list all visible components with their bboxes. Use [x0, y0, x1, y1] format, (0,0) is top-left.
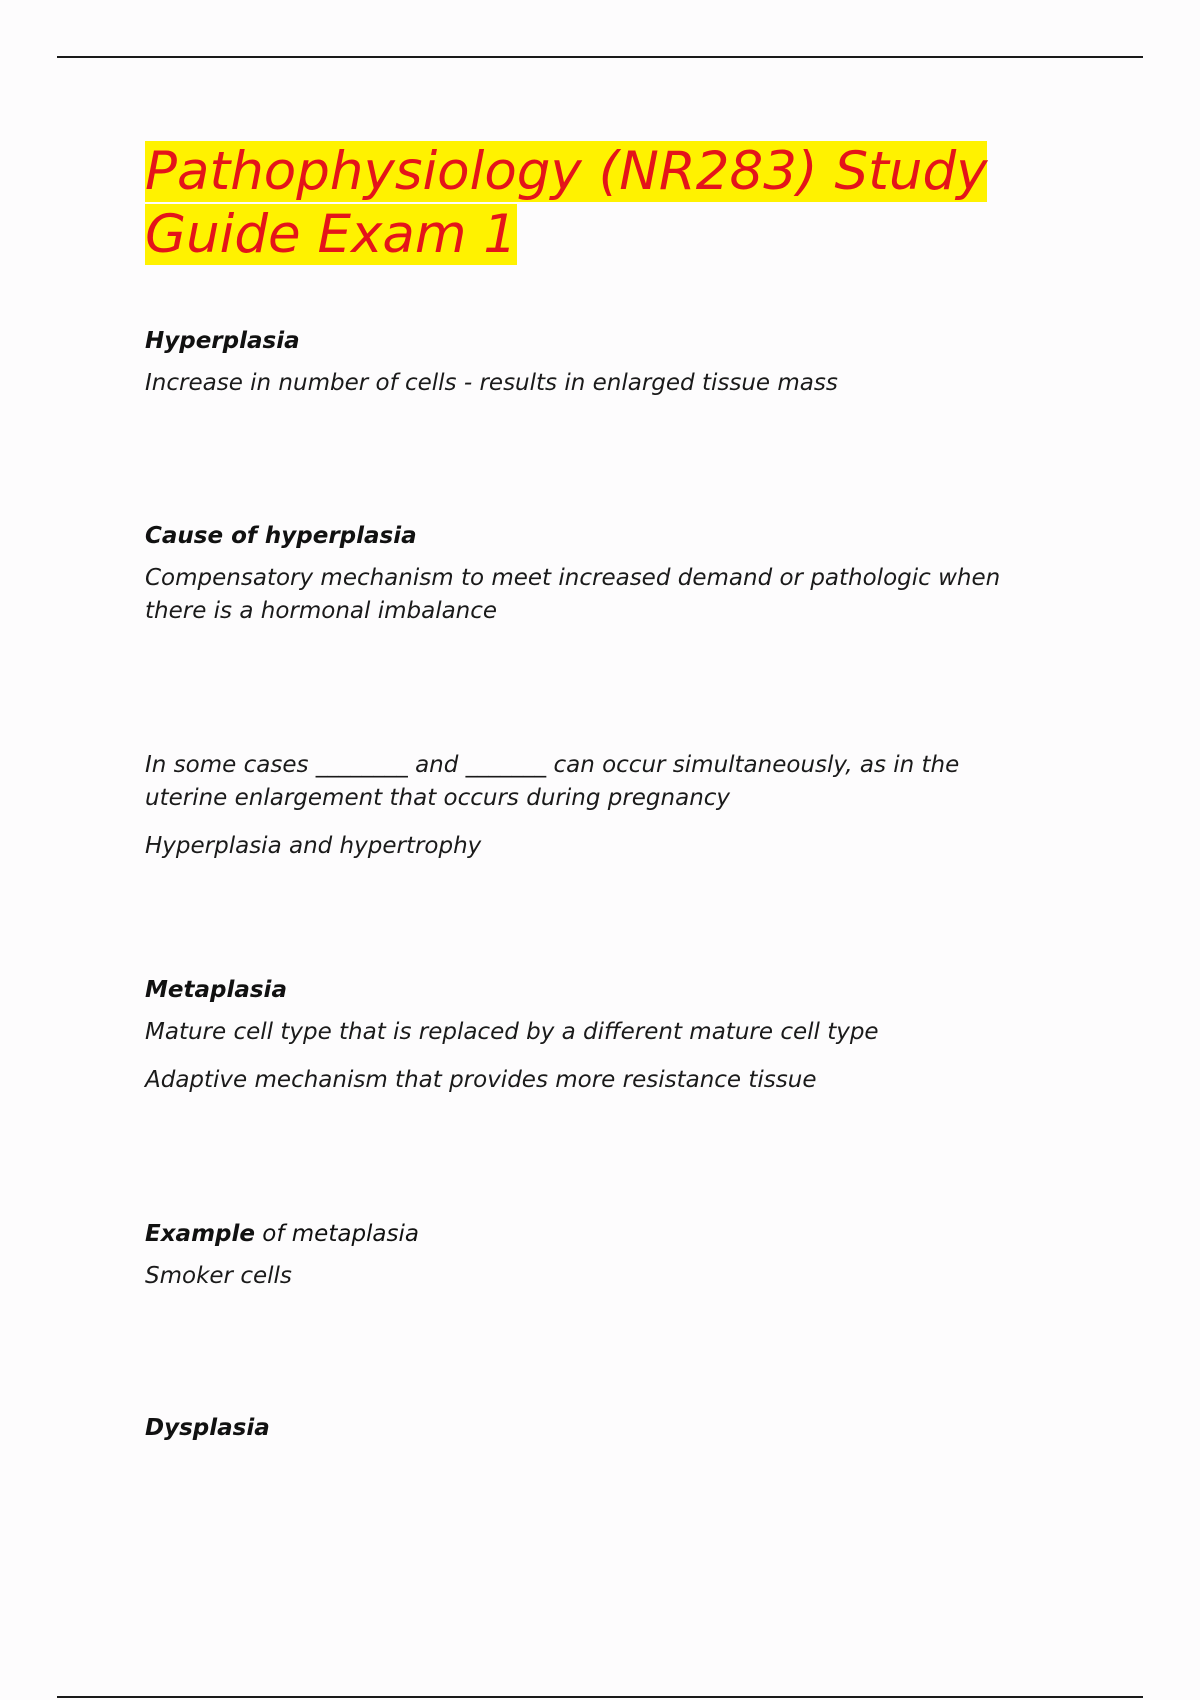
definition-line: Mature cell type that is replaced by a different mature cell type: [145, 1019, 879, 1045]
entry-example-of-metaplasia: [145, 1220, 1065, 1293]
top-rule: [57, 56, 1143, 58]
term-bold-part: Example: [145, 1221, 255, 1247]
definition-text: Increase in number of cells - results in enlarged tissue mass: [145, 370, 838, 396]
entry-dysplasia: [145, 1414, 1065, 1442]
entry-metaplasia: [145, 976, 1065, 1097]
term-heading: [145, 1220, 1065, 1248]
bottom-rule: [57, 1696, 1143, 1698]
term-heading: Dysplasia: [145, 1415, 270, 1441]
definition-line: Compensatory mechanism to meet increased demand or pathologic when: [145, 565, 1001, 591]
definition-line: there is a hormonal imbalance: [145, 598, 498, 624]
title-line-2: Guide Exam 1: [145, 204, 518, 265]
entry-fill-in-blank: [145, 749, 1065, 863]
title-line-1: Pathophysiology (NR283) Study: [145, 141, 988, 202]
question-line: uterine enlargement that occurs during pregnancy: [145, 785, 731, 811]
document-title: [145, 140, 1065, 266]
term-heading: Metaplasia: [145, 977, 287, 1003]
question-line: In some cases ________ and _______ can occur simultaneously, as in the: [145, 752, 960, 778]
definition-line: Adaptive mechanism that provides more resistance tissue: [145, 1067, 817, 1093]
answer-text: Hyperplasia and hypertrophy: [145, 833, 482, 859]
term-heading: Cause of hyperplasia: [145, 523, 417, 549]
definition-text: Smoker cells: [145, 1263, 292, 1289]
entry-cause-of-hyperplasia: [145, 522, 1065, 628]
document-body: [145, 140, 1065, 1441]
entry-hyperplasia: [145, 327, 1065, 400]
term-heading: Hyperplasia: [145, 328, 300, 354]
term-rest-part: of metaplasia: [254, 1221, 419, 1247]
